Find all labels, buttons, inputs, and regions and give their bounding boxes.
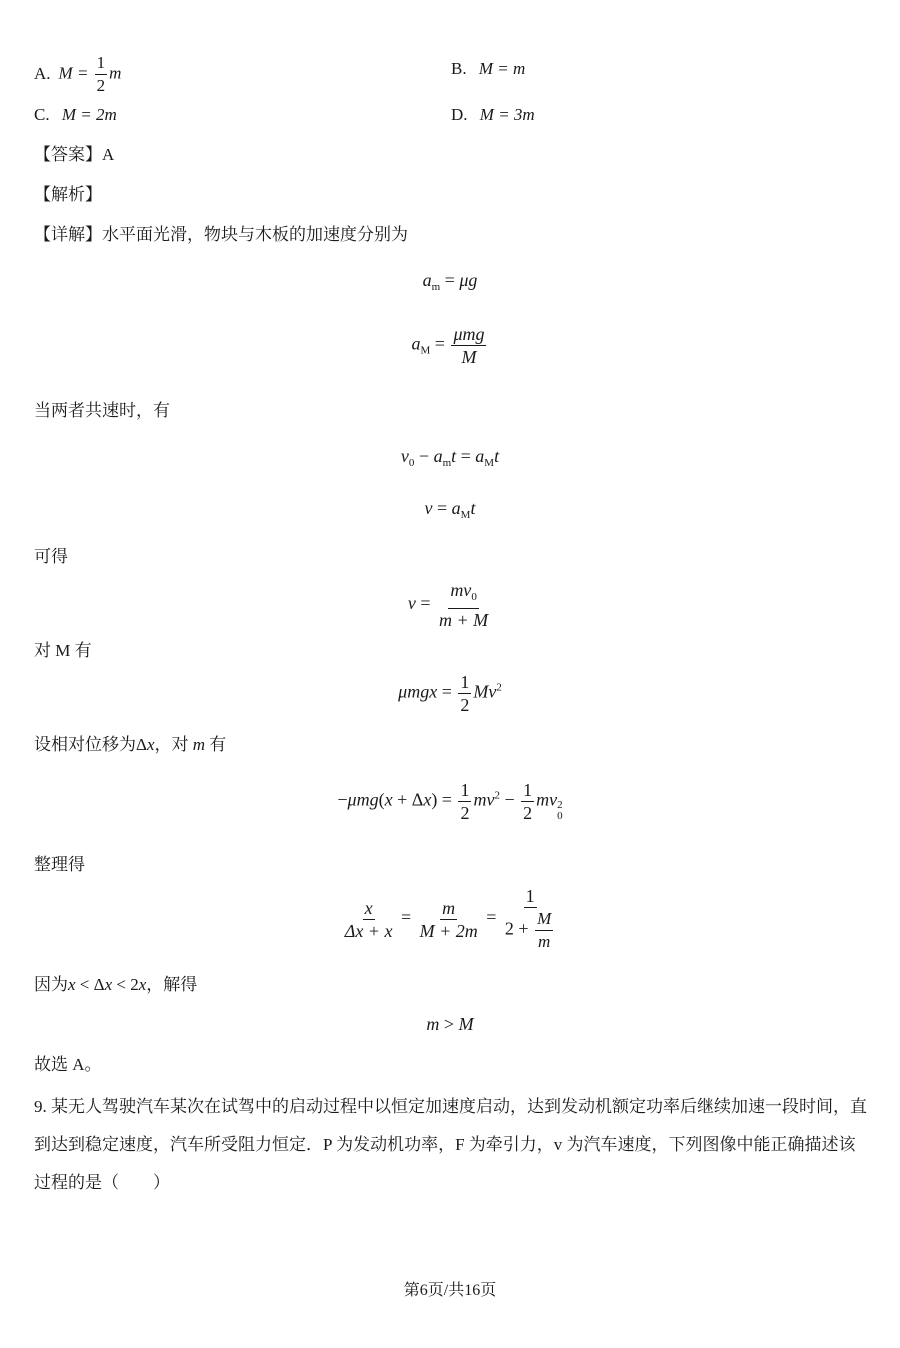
page-footer: 第6页/共16页 (403, 1282, 497, 1299)
option-c-label: C. (34, 105, 50, 124)
rel-disp-text: 设相对位移为 (34, 735, 136, 754)
simplify-text: 整理得 (34, 855, 85, 874)
detail-line (34, 224, 408, 246)
option-b-formula: M = m (478, 59, 526, 78)
option-d (451, 104, 535, 126)
option-a-label: A. (34, 64, 51, 83)
option-b (451, 58, 525, 80)
obtain-text: 可得 (34, 547, 68, 566)
eq-energy-M: μmgx = $\frac{1}{2}$ Mv$^2$ (398, 672, 502, 715)
option-d-label: D. (451, 105, 468, 124)
for-m-text: ，对 (154, 735, 189, 754)
eq-energy-m: −μmg(x + Δx) = $\frac{1}{2}$ $mv^2$ − $\frac{1}{2}$ mv 2 0 (337, 780, 563, 823)
question-9-text: 某无人驾驶汽车某次在试驾中的启动过程中以恒定加速度启动，达到发动机额定功率后继续加速一段时间，直到达到稳定速度，汽车所受阻力恒定．P 为发动机功率，F 为牵引力，v 为汽车速度，下列图像中能正确描述该过程的是（ ） (34, 1097, 867, 1192)
eq-v0: $v_0 - a_mt = a_Mt$ (400, 446, 500, 469)
option-b-label: B. (451, 59, 467, 78)
answer-label: 【答案】 (34, 145, 102, 164)
question-9-number: 9. (34, 1097, 47, 1116)
choose-text: 故选 A。 (34, 1055, 102, 1074)
detail-text: 水平面光滑，物块与木板的加速度分别为 (102, 225, 408, 244)
eq-aM: $a_M$ = $\frac{\text{μmg}}{M}$ (411, 324, 485, 367)
because-text: 因为 (34, 975, 68, 994)
because-line: 因为x < Δx < 2x，解得 (34, 975, 198, 994)
answer-line (34, 144, 114, 166)
rel-disp-line: 设相对位移为Δx，对 m 有 (34, 735, 227, 754)
option-d-formula: M = 3m (479, 105, 535, 124)
solve-text: ，解得 (146, 975, 198, 994)
option-c (34, 104, 117, 126)
detail-label: 【详解】 (34, 225, 102, 244)
for-M-text: 对 M 有 (34, 641, 92, 660)
same-speed-text: 当两者共速时，有 (34, 401, 170, 420)
option-c-formula: M = 2m (61, 105, 117, 124)
eq-ratio: $\frac{x}{\Delta x + x}$ = $\frac{m}{M + 2m}$ = 1 2 + $\frac{M}{m}$ (344, 886, 552, 951)
answer-value: A (102, 145, 115, 164)
option-a-formula: M = $\frac{1}{2}$ m (58, 52, 122, 95)
analysis-label: 【解析】 (34, 185, 102, 204)
eq-v: $v = a_Mt$ (424, 498, 476, 521)
eq-am: $a_m = \mu g$ (422, 270, 478, 293)
eq-v-result: v = $\frac{mv_0}{m + M}$ (407, 580, 489, 630)
you-text: 有 (209, 735, 227, 754)
question-9 (34, 1088, 870, 1202)
option-a (34, 52, 121, 96)
eq-m-gt-M: m > M (426, 1014, 474, 1034)
